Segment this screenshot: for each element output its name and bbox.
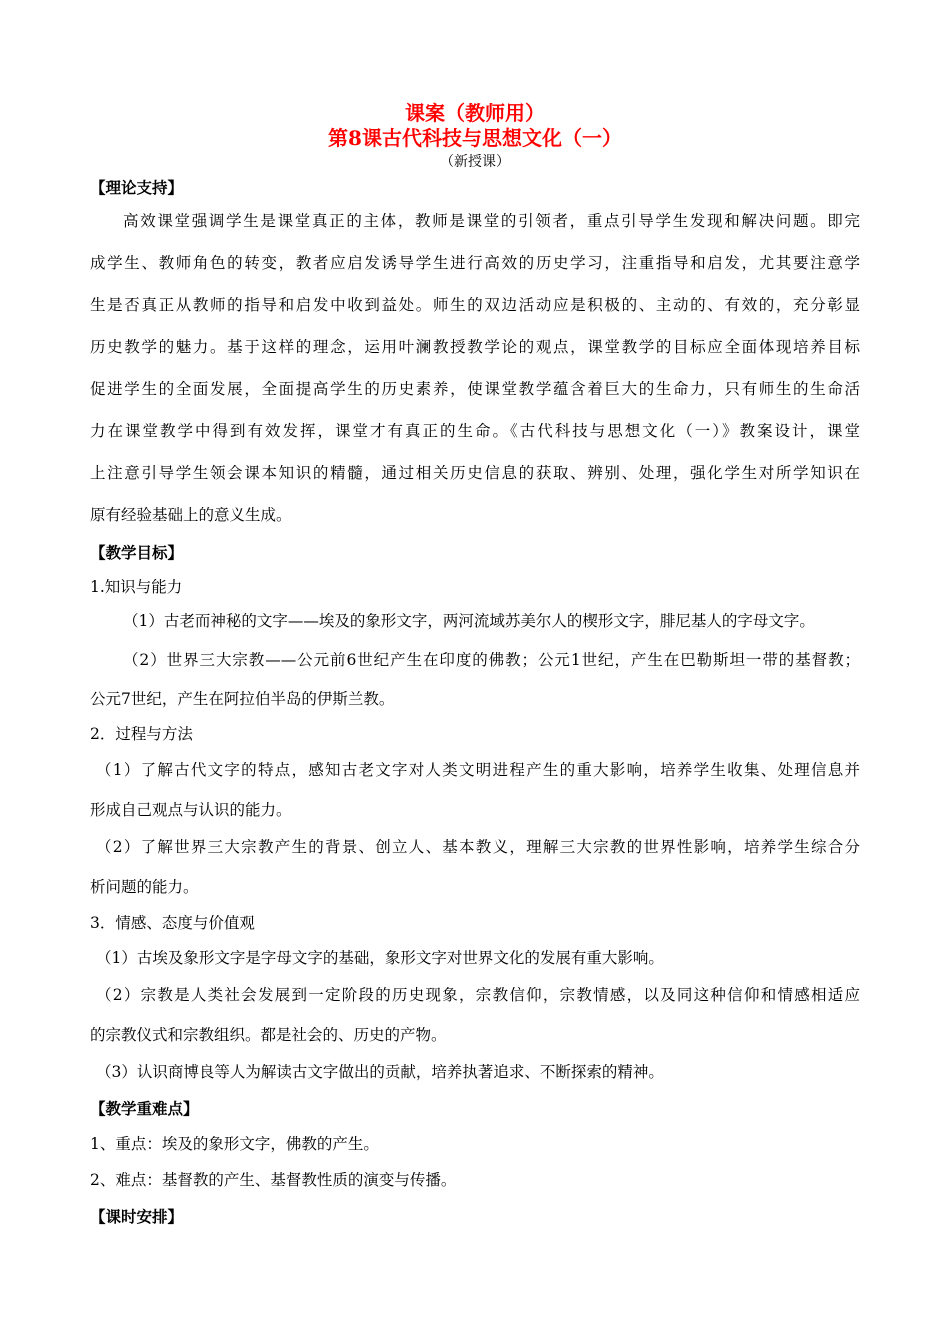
paragraph-line: 力在课堂教学中得到有效发挥，课堂才有真正的生命。《古代科技与思想文化（一）》教案设计，课堂 (90, 422, 860, 440)
emotion-item-1: （1）古埃及象形文字是字母文字的基础，象形文字对世界文化的发展有重大影响。 (96, 949, 664, 967)
emotion-item-2: （2）宗教是人类社会发展到一定阶段的历史现象，宗教信仰，宗教情感，以及同这种信仰和情感相适应 (96, 986, 860, 1004)
process-item-1: （1）了解古代文字的特点，感知古老文字对人类文明进程产生的重大影响，培养学生收集、处理信息并 (96, 761, 860, 779)
paragraph-line: 原有经验基础上的意义生成。 (90, 506, 292, 524)
paragraph-line: 生是否真正从教师的指导和启发中收到益处。师生的双边活动应是积极的、主动的、有效的，充分彰显 (90, 296, 860, 314)
key-point: 1、重点：埃及的象形文字，佛教的产生。 (90, 1135, 379, 1153)
paragraph-line: 历史教学的魅力。基于这样的理念，运用叶澜教授教学论的观点，课堂教学的目标应全面体现培养目标 (90, 338, 860, 356)
process-item-2-cont: 析问题的能力。 (90, 878, 199, 896)
lesson-type-subtitle: （新授课） (440, 154, 510, 170)
knowledge-item-2-cont: 公元7世纪，产生在阿拉伯半岛的伊斯兰教。 (90, 690, 395, 708)
emotion-item-3: （3）认识商博良等人为解读古文字做出的贡献，培养执著追求、不断探索的精神。 (96, 1063, 664, 1081)
knowledge-item-1: （1）古老而神秘的文字——埃及的象形文字，两河流域苏美尔人的楔形文字，腓尼基人的字母文字。 (123, 612, 815, 630)
theory-heading: 【理论支持】 (90, 178, 184, 197)
paragraph-line: 成学生、教师角色的转变，教者应启发诱导学生进行高效的历史学习，注重指导和启发，尤其要注意学 (90, 254, 860, 272)
emotion-values-title: 3．情感、态度与价值观 (90, 914, 255, 932)
knowledge-item-2: （2）世界三大宗教——公元前6世纪产生在印度的佛教；公元1世纪，产生在巴勒斯坦一带的基督教； (123, 651, 860, 669)
objectives-heading: 【教学目标】 (90, 543, 184, 562)
paragraph-line: 高效课堂强调学生是课堂真正的主体，教师是课堂的引领者，重点引导学生发现和解决问题。即完 (123, 212, 860, 230)
schedule-heading: 【课时安排】 (90, 1207, 184, 1226)
emotion-item-2-cont: 的宗教仪式和宗教组织。都是社会的、历史的产物。 (90, 1026, 447, 1044)
paragraph-line: 上注意引导学生领会课本知识的精髓，通过相关历史信息的获取、辨别、处理，强化学生对所学知识在 (90, 464, 860, 482)
key-points-heading: 【教学重难点】 (90, 1099, 199, 1118)
lesson-title: 第8课古代科技与思想文化（一） (328, 126, 622, 150)
document-title: 课案（教师用） (405, 101, 545, 125)
process-item-1-cont: 形成自己观点与认识的能力。 (90, 801, 292, 819)
difficult-point: 2、难点：基督教的产生、基督教性质的演变与传播。 (90, 1171, 457, 1189)
process-item-2: （2）了解世界三大宗教产生的背景、创立人、基本教义，理解三大宗教的世界性影响，培养学生综合分 (96, 838, 860, 856)
knowledge-ability-title: 1.知识与能力 (90, 578, 183, 596)
paragraph-line: 促进学生的全面发展，全面提高学生的历史素养，使课堂教学蕴含着巨大的生命力，只有师生的生命活 (90, 380, 860, 398)
process-method-title: 2．过程与方法 (90, 725, 193, 743)
